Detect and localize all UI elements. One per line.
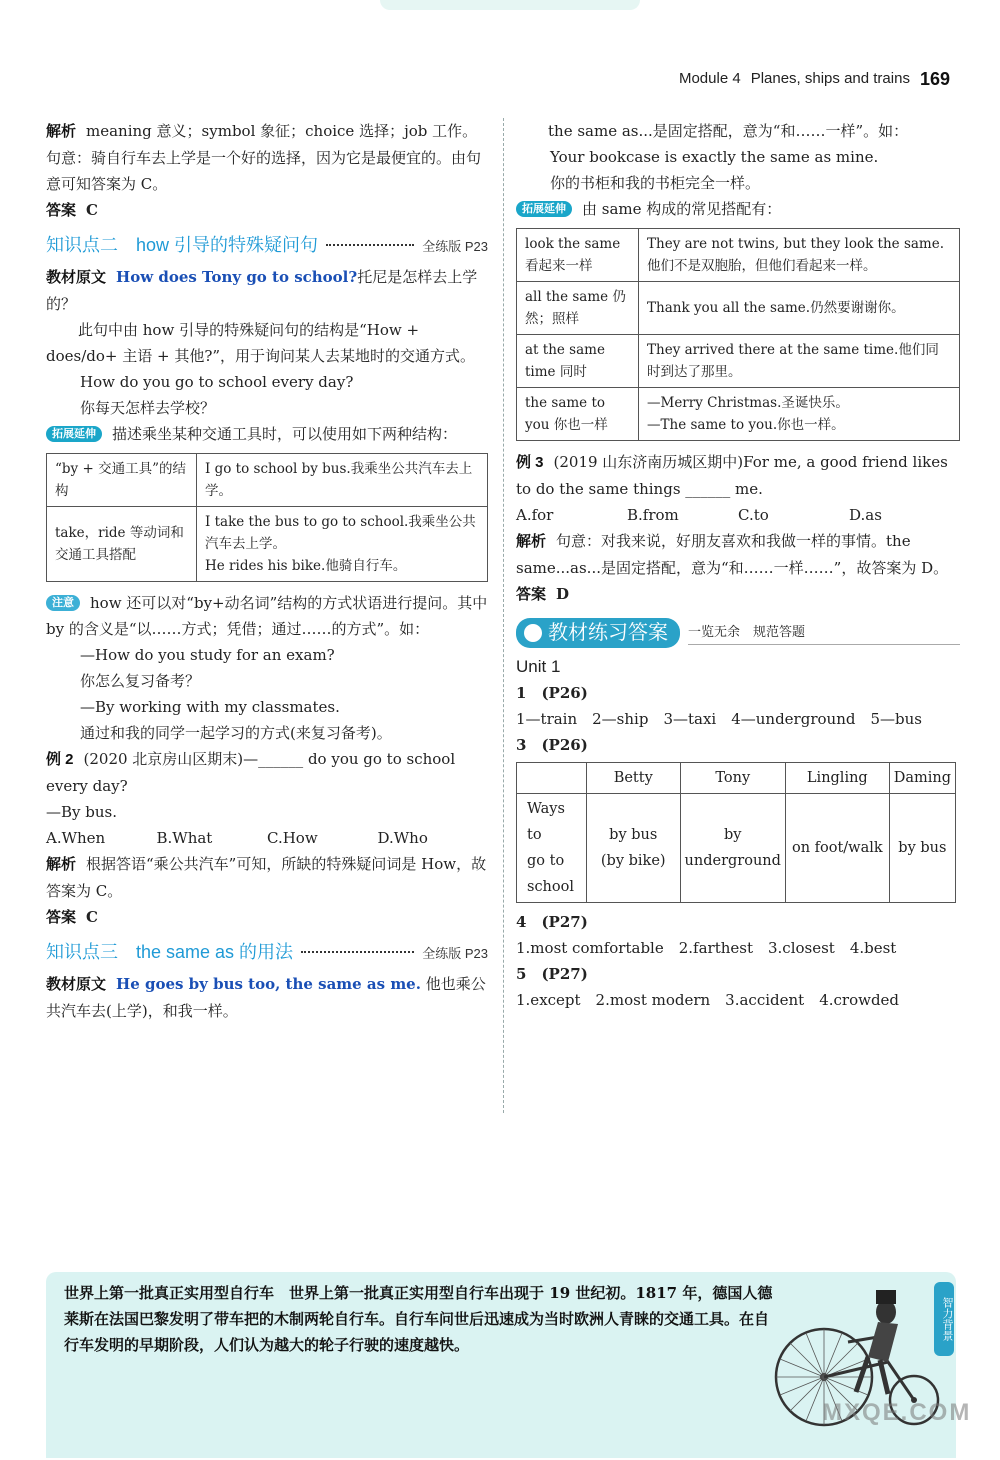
continuation-example-en: Your bookcase is exactly the same as mine. [550,148,879,166]
kp2-example-en: How do you go to school every day? [80,373,354,391]
top-decoration [380,0,640,10]
side-tab: 智力背景 [934,1282,954,1356]
note-example: —How do you study for an exam? [80,646,335,664]
note-example: —By working with my classmates. [80,698,340,716]
answer-3: 答案 D [516,585,570,603]
extension-1-table [46,453,488,582]
answers-title: 教材练习答案 [548,622,668,644]
knowledge-point-3: 知识点三 the same as 的用法 全练版 P23 [46,942,488,962]
note-badge: 注意 [46,595,80,611]
module-topic: Planes, ships and trains [750,70,910,87]
kp2-original: 教材原文 How does Tony go to school?托尼是怎样去上学的？ [46,268,478,313]
extension-2-table [516,228,960,441]
answers-banner [516,618,960,648]
example-3-options: A.for B.from C.to D.as [516,506,882,524]
table-row: at the same time 同时 They arrived there at the same time.他们同时到达了那里。 [517,335,960,388]
extension-badge: 拓展延伸 [46,426,102,442]
knowledge-point-2: 知识点二 how 引导的特殊疑问句 全练版 P23 [46,235,488,255]
extension-badge: 拓展延伸 [516,201,572,217]
question-5-heading: 5 (P27) [516,965,588,983]
table-row: Ways to go to school by bus (by bike) by underground on foot/walk by bus [517,794,956,903]
answer-2: 答案 C [46,908,98,926]
background-info-text: 世界上第一批真正实用型自行车 世界上第一批真正实用型自行车出现于 19 世纪初。1817 年，德国人德莱斯在法国巴黎发明了带车把的木制两轮自行车。自行车问世后迅速成为当时欧洲人青睐的交通工具。在自行车发明的早期阶段，人们认为越大的轮子行驶的速度越快。 [64,1284,773,1354]
kp3-original: 教材原文 He goes by bus too, the same as me. 他也乘公共汽车去(上学)，和我一样。 [46,975,486,1020]
answer-1: 答案 C [46,201,98,219]
module-label: Module 4 [678,70,741,87]
watermark: MXQE.COM [822,1399,972,1426]
question-4-answers: 1.most comfortable 2.farthest 3.closest 4.best [516,939,897,957]
unit-title: Unit 1 [516,657,561,676]
note-example: 你怎么复习备考？ [80,672,201,690]
left-column [46,118,488,1024]
question-4-heading: 4 (P27) [516,913,588,931]
background-info-title: 世界上第一批真正实用型自行车 [64,1284,275,1302]
right-column [516,118,960,1013]
question-5-answers: 1.except 2.most modern 3.accident 4.crowded [516,991,900,1009]
table-row: Betty Tony Lingling Daming [517,763,956,794]
table-row: “by + 交通工具”的结构 I go to school by bus.我乘坐公共汽车去上学。 [47,454,488,507]
page-number: 169 [919,69,950,89]
page-header [679,66,950,92]
answers-subtitle: 一览无余 规范答题 [688,622,960,645]
continuation-example-zh: 你的书柜和我的书柜完全一样。 [550,174,761,192]
example-2-reply: —By bus. [46,803,117,821]
table-row: take，ride 等动词和交通工具搭配 I take the bus to go to school.我乘坐公共汽车去上学。 He rides his bike.他骑自行车。 [47,507,488,582]
example-3: 例 3 (2019 山东济南历城区期中)For me, a good friend likes to do the same things ______ me. [516,453,948,498]
banner-icon [524,624,542,642]
question-3-heading: 3 (P26) [516,736,588,754]
note: 注意 how 还可以对“by+动名词”结构的方式状语进行提问。其中 by 的含义是“以……方式；凭借；通过……的方式”。如： [46,594,488,638]
question-1-answers: 1—train 2—ship 3—taxi 4—underground 5—bus [516,710,922,728]
extension-1: 拓展延伸 描述乘坐某种交通工具时，可以使用如下两种结构： [46,421,488,447]
example-2-options: A.When B.What C.How D.Who [46,829,428,847]
question-1-heading: 1 (P26) [516,684,588,702]
analysis-2: 解析 根据答语“乘公共汽车”可知，所缺的特殊疑问词是 How，故答案为 C。 [46,855,487,900]
note-example: 通过和我的同学一起学习的方式(来复习备考)。 [80,724,392,742]
example-2-stem: every day? [46,777,128,795]
example-2: 例 2 (2020 北京房山区期末)—______ do you go to school [46,750,456,768]
background-info-box [46,1272,956,1458]
extension-2: 拓展延伸 由 same 构成的常见搭配有： [516,196,960,222]
table-row: all the same 仍然；照样 Thank you all the same.仍然要谢谢你。 [517,282,960,335]
continuation: the same as...是固定搭配，意为“和……一样”。如： [548,122,909,140]
table-row: the same to you 你也一样 —Merry Christmas.圣诞快乐。 —The same to you.你也一样。 [517,388,960,441]
kp2-explanation: 此句中由 how 引导的特殊疑问句的结构是“How + does/do+ 主语 + 其他?”，用于询问某人去某地时的交通方式。 [46,321,476,365]
analysis-1: 解析 meaning 意义；symbol 象征；choice 选择；job 工作。句意：骑自行车去上学是一个好的选择，因为它是最便宜的。由句意可知答案为 C。 [46,122,482,193]
analysis-3: 解析 句意：对我来说，好朋友喜欢和我做一样的事情。the same...as...是固定搭配，意为“和……一样……”，故答案为 D。 [516,532,949,577]
question-3-table [516,762,956,903]
kp2-example-zh: 你每天怎样去学校？ [80,399,216,417]
column-divider [503,118,504,1113]
table-row: look the same 看起来一样 They are not twins, but they look the same.他们不是双胞胎，但他们看起来一样。 [517,229,960,282]
